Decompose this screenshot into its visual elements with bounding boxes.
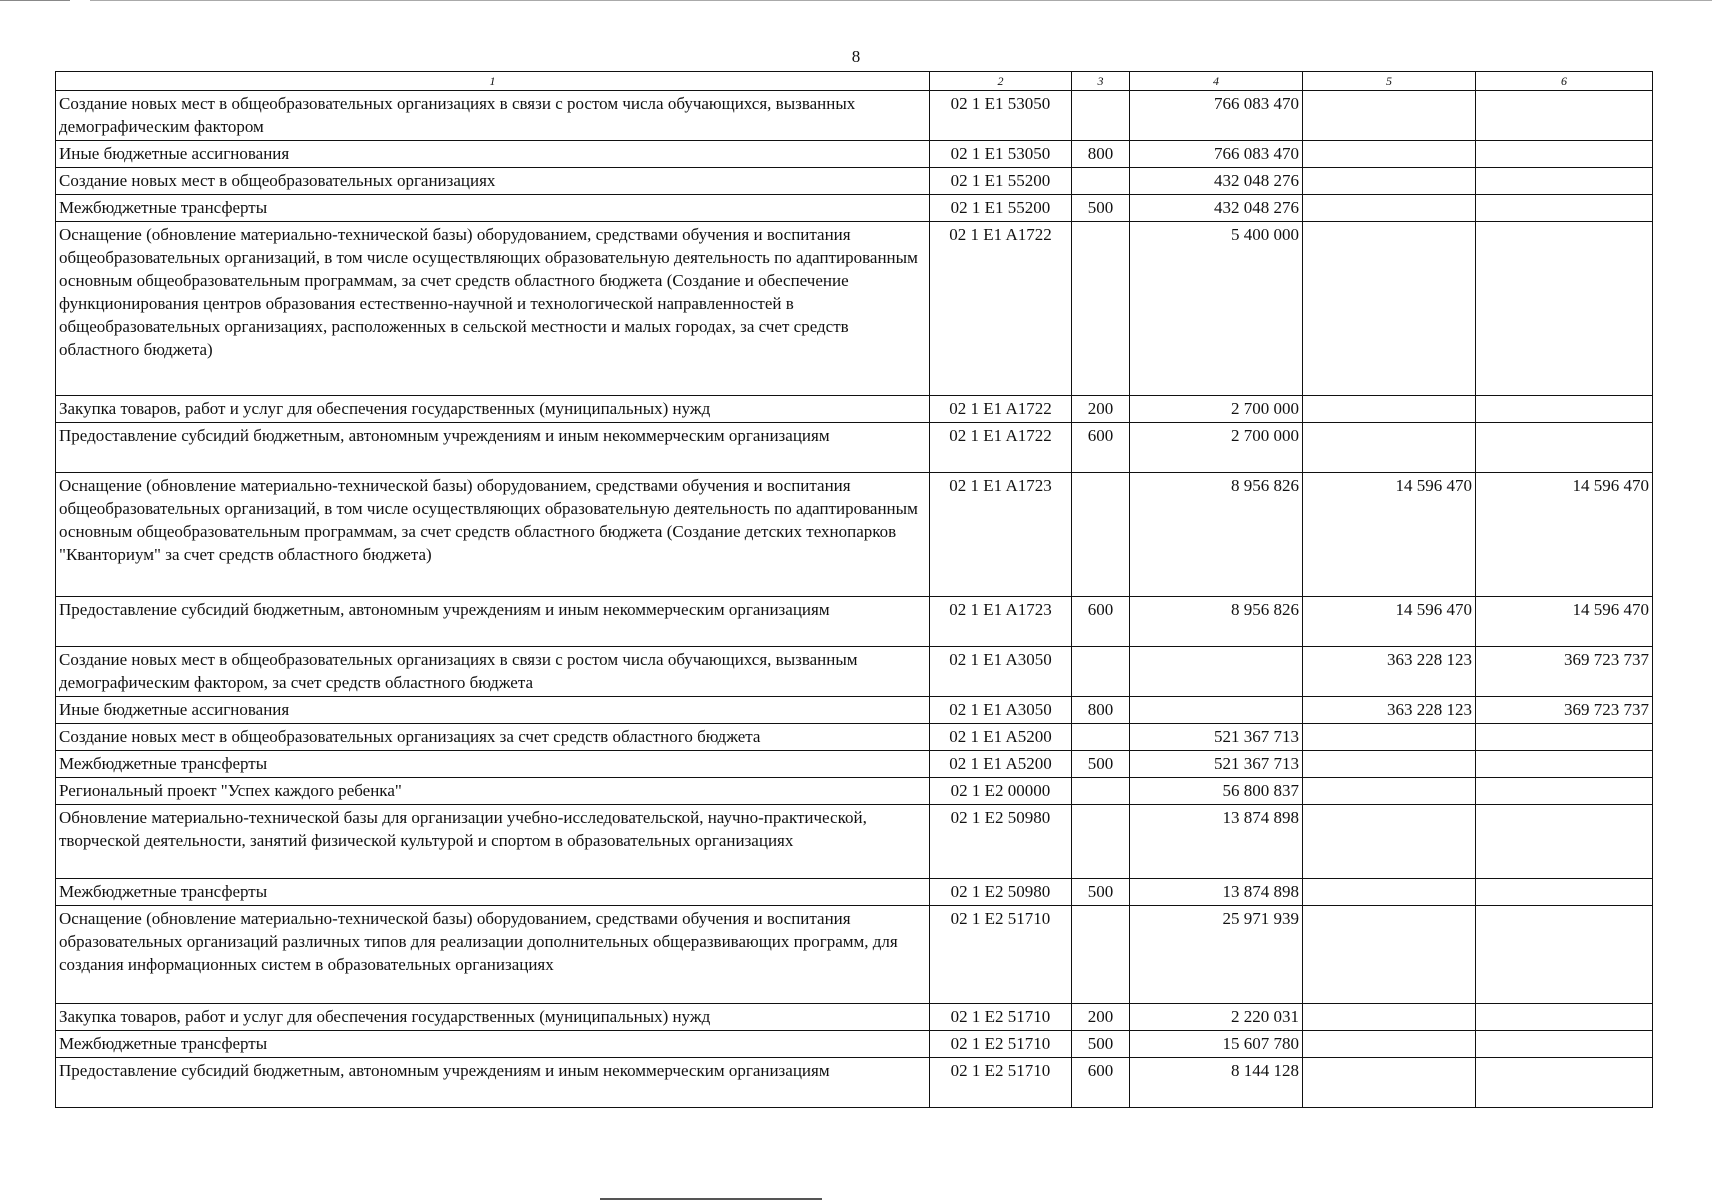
row-category <box>1072 805 1130 879</box>
row-value-6 <box>1476 1031 1653 1058</box>
row-name: Межбюджетные трансферты <box>56 751 930 778</box>
column-header: 5 <box>1303 72 1476 91</box>
row-value-6 <box>1476 751 1653 778</box>
column-header: 2 <box>930 72 1072 91</box>
row-value-6: 14 596 470 <box>1476 473 1653 597</box>
row-value-4: 25 971 939 <box>1130 906 1303 1004</box>
row-category <box>1072 778 1130 805</box>
table-row <box>56 879 1653 906</box>
row-value-4: 2 700 000 <box>1130 423 1303 473</box>
row-value-4: 8 956 826 <box>1130 597 1303 647</box>
page-number: 8 <box>851 47 861 66</box>
row-value-5: 14 596 470 <box>1303 473 1476 597</box>
row-value-6 <box>1476 805 1653 879</box>
row-category <box>1072 91 1130 141</box>
column-header: 4 <box>1130 72 1303 91</box>
row-category: 800 <box>1072 697 1130 724</box>
column-header: 3 <box>1072 72 1130 91</box>
row-code: 02 1 E1 A1722 <box>930 423 1072 473</box>
table-row <box>56 778 1653 805</box>
row-code: 02 1 E2 50980 <box>930 879 1072 906</box>
table-row <box>56 906 1653 1004</box>
row-value-5 <box>1303 1058 1476 1108</box>
row-value-5 <box>1303 751 1476 778</box>
row-name: Обновление материально-технической базы для организации учебно-исследовательской, научно-практической, творческой деятельности, занятий физической культурой и спортом в образовательных организациях <box>56 805 930 879</box>
row-category: 500 <box>1072 1031 1130 1058</box>
top-edge-rule <box>0 0 70 1</box>
row-category <box>1072 724 1130 751</box>
row-code: 02 1 E1 A3050 <box>930 647 1072 697</box>
row-code: 02 1 E2 50980 <box>930 805 1072 879</box>
table-row <box>56 396 1653 423</box>
row-code: 02 1 E1 A1722 <box>930 396 1072 423</box>
row-name: Создание новых мест в общеобразовательных организациях в связи с ростом числа обучающихся, вызванным демографическим фактором, за счет средств областного бюджета <box>56 647 930 697</box>
table-row <box>56 805 1653 879</box>
table-row <box>56 597 1653 647</box>
table-row <box>56 697 1653 724</box>
row-value-4: 766 083 470 <box>1130 141 1303 168</box>
row-name: Предоставление субсидий бюджетным, автономным учреждениям и иным некоммерческим организациям <box>56 1058 930 1108</box>
row-value-5 <box>1303 724 1476 751</box>
table-row <box>56 1058 1653 1108</box>
row-name: Региональный проект "Успех каждого ребенка" <box>56 778 930 805</box>
row-value-5 <box>1303 1004 1476 1031</box>
row-category: 200 <box>1072 1004 1130 1031</box>
row-value-6 <box>1476 1004 1653 1031</box>
row-value-4: 432 048 276 <box>1130 168 1303 195</box>
row-code: 02 1 E2 51710 <box>930 1031 1072 1058</box>
table-row <box>56 724 1653 751</box>
table-header-row <box>56 72 1653 91</box>
table-row <box>56 423 1653 473</box>
row-code: 02 1 E2 51710 <box>930 1058 1072 1108</box>
row-code: 02 1 E1 A3050 <box>930 697 1072 724</box>
row-code: 02 1 E1 53050 <box>930 141 1072 168</box>
row-category <box>1072 222 1130 396</box>
column-header: 1 <box>56 72 930 91</box>
row-value-5 <box>1303 1031 1476 1058</box>
row-category <box>1072 647 1130 697</box>
row-category: 600 <box>1072 423 1130 473</box>
row-name: Оснащение (обновление материально-технической базы) оборудованием, средствами обучения и воспитания общеобразовательных организаций, в том числе осуществляющих образовательную деятельность по адаптированным основным общеобразовательным программам, за счет средств областного бюджета (Создание и обеспечение функционирования центров образования естественно-научной и технологической направленностей в общеобразовательных организациях, расположенных в сельской местности и малых городах, за счет средств областного бюджета) <box>56 222 930 396</box>
row-value-5 <box>1303 879 1476 906</box>
row-value-5 <box>1303 805 1476 879</box>
row-value-5: 363 228 123 <box>1303 647 1476 697</box>
row-code: 02 1 E2 51710 <box>930 1004 1072 1031</box>
row-value-5 <box>1303 423 1476 473</box>
row-name: Межбюджетные трансферты <box>56 1031 930 1058</box>
row-name: Межбюджетные трансферты <box>56 195 930 222</box>
row-category <box>1072 906 1130 1004</box>
row-code: 02 1 E2 51710 <box>930 906 1072 1004</box>
row-code: 02 1 E2 00000 <box>930 778 1072 805</box>
row-value-6 <box>1476 778 1653 805</box>
row-value-6: 14 596 470 <box>1476 597 1653 647</box>
row-code: 02 1 E1 A5200 <box>930 724 1072 751</box>
row-name: Предоставление субсидий бюджетным, автономным учреждениям и иным некоммерческим организациям <box>56 423 930 473</box>
row-name: Иные бюджетные ассигнования <box>56 141 930 168</box>
row-value-6 <box>1476 91 1653 141</box>
table-row <box>56 91 1653 141</box>
row-value-5 <box>1303 91 1476 141</box>
row-category: 200 <box>1072 396 1130 423</box>
row-value-5 <box>1303 168 1476 195</box>
row-value-4: 13 874 898 <box>1130 879 1303 906</box>
row-value-6 <box>1476 423 1653 473</box>
row-value-6 <box>1476 724 1653 751</box>
row-category: 600 <box>1072 1058 1130 1108</box>
row-name: Межбюджетные трансферты <box>56 879 930 906</box>
table-row <box>56 1004 1653 1031</box>
row-value-4: 521 367 713 <box>1130 751 1303 778</box>
row-value-4: 13 874 898 <box>1130 805 1303 879</box>
row-value-5 <box>1303 195 1476 222</box>
row-name: Оснащение (обновление материально-технической базы) оборудованием, средствами обучения и воспитания общеобразовательных организаций, в том числе осуществляющих образовательную деятельность по адаптированным основным общеобразовательным программам, за счет средств областного бюджета (Создание детских технопарков "Кванториум" за счет средств областного бюджета) <box>56 473 930 597</box>
row-value-4: 8 144 128 <box>1130 1058 1303 1108</box>
row-value-4 <box>1130 697 1303 724</box>
row-value-4: 766 083 470 <box>1130 91 1303 141</box>
row-value-6 <box>1476 141 1653 168</box>
row-category: 500 <box>1072 879 1130 906</box>
row-value-6 <box>1476 168 1653 195</box>
row-name: Создание новых мест в общеобразовательных организациях <box>56 168 930 195</box>
table-row <box>56 473 1653 597</box>
row-value-6 <box>1476 879 1653 906</box>
row-value-4 <box>1130 647 1303 697</box>
row-category: 800 <box>1072 141 1130 168</box>
table-row <box>56 195 1653 222</box>
row-name: Создание новых мест в общеобразовательных организациях за счет средств областного бюджета <box>56 724 930 751</box>
row-value-5 <box>1303 906 1476 1004</box>
row-name: Закупка товаров, работ и услуг для обеспечения государственных (муниципальных) нужд <box>56 1004 930 1031</box>
row-code: 02 1 E1 A5200 <box>930 751 1072 778</box>
row-value-6 <box>1476 195 1653 222</box>
row-value-5 <box>1303 222 1476 396</box>
row-value-6 <box>1476 906 1653 1004</box>
row-code: 02 1 E1 A1723 <box>930 597 1072 647</box>
table-row <box>56 751 1653 778</box>
table-row <box>56 222 1653 396</box>
row-name: Иные бюджетные ассигнования <box>56 697 930 724</box>
row-value-4: 2 220 031 <box>1130 1004 1303 1031</box>
table-row <box>56 141 1653 168</box>
row-code: 02 1 E1 53050 <box>930 91 1072 141</box>
row-code: 02 1 E1 55200 <box>930 195 1072 222</box>
row-value-5 <box>1303 396 1476 423</box>
row-value-5: 363 228 123 <box>1303 697 1476 724</box>
row-value-5 <box>1303 778 1476 805</box>
row-name: Оснащение (обновление материально-технической базы) оборудованием, средствами обучения и воспитания образовательных организаций различных типов для реализации дополнительных общеразвивающих программ, для создания информационных систем в образовательных организациях <box>56 906 930 1004</box>
table-row <box>56 1031 1653 1058</box>
row-category <box>1072 168 1130 195</box>
row-value-4: 432 048 276 <box>1130 195 1303 222</box>
row-name: Закупка товаров, работ и услуг для обеспечения государственных (муниципальных) нужд <box>56 396 930 423</box>
row-value-4: 56 800 837 <box>1130 778 1303 805</box>
row-value-6 <box>1476 396 1653 423</box>
row-value-6: 369 723 737 <box>1476 647 1653 697</box>
row-category: 500 <box>1072 751 1130 778</box>
table-row <box>56 168 1653 195</box>
row-value-4: 2 700 000 <box>1130 396 1303 423</box>
row-name: Создание новых мест в общеобразовательных организациях в связи с ростом числа обучающихся, вызванных демографическим фактором <box>56 91 930 141</box>
row-value-6 <box>1476 222 1653 396</box>
row-name: Предоставление субсидий бюджетным, автономным учреждениям и иным некоммерческим организациям <box>56 597 930 647</box>
row-code: 02 1 E1 55200 <box>930 168 1072 195</box>
row-value-5: 14 596 470 <box>1303 597 1476 647</box>
row-value-4: 5 400 000 <box>1130 222 1303 396</box>
row-value-4: 8 956 826 <box>1130 473 1303 597</box>
row-code: 02 1 E1 A1722 <box>930 222 1072 396</box>
row-category <box>1072 473 1130 597</box>
row-category: 500 <box>1072 195 1130 222</box>
row-value-6: 369 723 737 <box>1476 697 1653 724</box>
table-row <box>56 647 1653 697</box>
row-value-6 <box>1476 1058 1653 1108</box>
row-category: 600 <box>1072 597 1130 647</box>
row-value-4: 521 367 713 <box>1130 724 1303 751</box>
row-value-5 <box>1303 141 1476 168</box>
row-code: 02 1 E1 A1723 <box>930 473 1072 597</box>
column-header: 6 <box>1476 72 1653 91</box>
top-edge-rule <box>90 0 1712 1</box>
row-value-4: 15 607 780 <box>1130 1031 1303 1058</box>
budget-table <box>55 71 1653 1108</box>
